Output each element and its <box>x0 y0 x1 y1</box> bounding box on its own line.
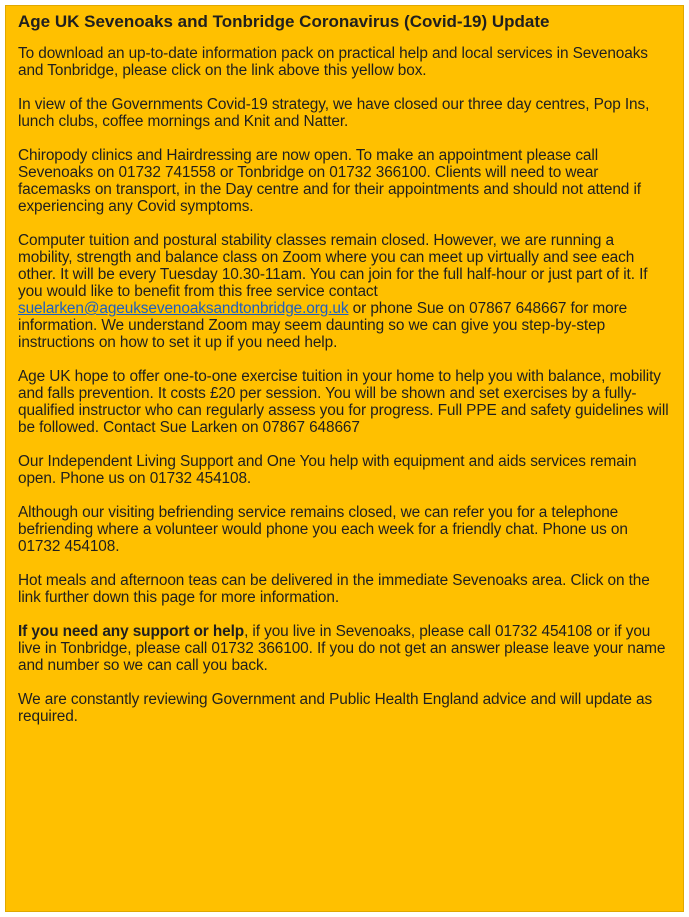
email-link[interactable]: suelarken@ageuksevenoaksandtonbridge.org.uk <box>18 300 349 317</box>
covid-update-notice <box>5 5 684 912</box>
meals-paragraph: Hot meals and afternoon teas can be delivered in the immediate Sevenoaks area. Click on the link further down this page for more information. <box>18 572 650 606</box>
closures-paragraph: In view of the Governments Covid-19 strategy, we have closed our three day centres, Pop Ins, lunch clubs, coffee mornings and Knit and Natter. <box>18 96 650 130</box>
exercise-paragraph: Age UK hope to offer one-to-one exercise tuition in your home to help you with balance, mobility and falls prevention. It costs £20 per session. You will be shown and set exercises by a fully-qualified instructor who can regularly assess you for progress. Full PPE and safety guidelines will be followed. Contact Sue Larken on 07867 648667 <box>18 368 669 436</box>
download-paragraph: To download an up-to-date information pack on practical help and local services in Sevenoaks and Tonbridge, please click on the link above this yellow box. <box>18 45 648 79</box>
computer-tuition-text: Computer tuition and postural stability classes remain closed. However, we are running a mobility, strength and balance class on Zoom where you can meet up virtually and see each other. It will be every Tuesday 10.30-11am. You can join for the full half-hour or just part of it. If you would like to benefit from this free service contact <box>18 232 648 300</box>
chiropody-paragraph: Chiropody clinics and Hairdressing are now open. To make an appointment please call Sevenoaks on 01732 741558 or Tonbridge on 01732 366100. Clients will need to wear facemasks on transport, in the Day centre and for their appointments and should not attend if experiencing any Covid symptoms. <box>18 147 641 215</box>
support-paragraph <box>18 623 671 674</box>
support-heading: If you need any support or help <box>18 623 245 640</box>
computer-tuition-paragraph <box>18 232 671 351</box>
notice-title: Age UK Sevenoaks and Tonbridge Coronavirus (Covid-19) Update <box>18 12 550 31</box>
living-support-paragraph: Our Independent Living Support and One You help with equipment and aids services remain open. Phone us on 01732 454108. <box>18 453 637 487</box>
reviewing-paragraph: We are constantly reviewing Government and Public Health England advice and will update as required. <box>18 691 653 725</box>
support-text: , if you live in Sevenoaks, please call 01732 454108 or if you live in Tonbridge, please call 01732 366100. If you do not get an answer please leave your name and number so we can call you back. <box>18 623 666 674</box>
computer-tuition-text-end: or phone Sue on 07867 648667 for more information. We understand Zoom may seem daunting so we can give you step-by-step instructions on how to set it up if you need help. <box>18 300 628 351</box>
befriending-paragraph: Although our visiting befriending service remains closed, we can refer you for a telephone befriending where a volunteer would phone you each week for a friendly chat. Phone us on 01732 454108. <box>18 504 628 555</box>
